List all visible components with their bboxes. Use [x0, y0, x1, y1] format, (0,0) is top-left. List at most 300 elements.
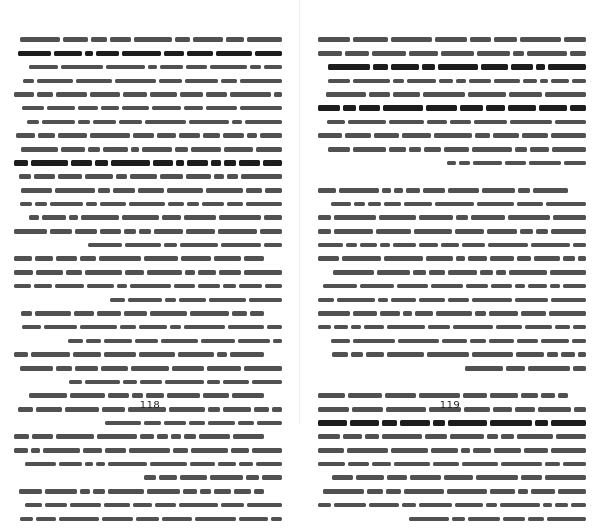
text-word — [88, 147, 100, 152]
text-word — [521, 475, 542, 480]
text-word — [496, 270, 506, 275]
text-word — [472, 352, 513, 357]
text-word — [56, 256, 77, 261]
text-word — [508, 105, 536, 110]
text-word — [517, 256, 531, 261]
text-word — [80, 325, 117, 330]
text-word — [407, 79, 436, 84]
text-line — [14, 77, 282, 85]
text-line — [14, 460, 282, 468]
text-word — [547, 352, 558, 357]
text-word — [179, 298, 206, 303]
text-word — [227, 174, 238, 179]
text-word — [572, 339, 586, 344]
text-word — [427, 120, 447, 125]
text-word — [157, 434, 168, 439]
text-word — [558, 393, 568, 398]
text-line — [318, 474, 586, 482]
text-word — [345, 133, 371, 138]
left-page — [0, 0, 300, 424]
text-word — [218, 462, 236, 467]
text-word — [221, 243, 261, 248]
text-word — [90, 133, 130, 138]
text-word — [318, 503, 331, 508]
text-line — [318, 214, 586, 222]
text-word — [150, 462, 187, 467]
text-word — [353, 79, 390, 84]
text-word — [466, 284, 488, 289]
text-word — [139, 325, 167, 330]
text-word — [20, 202, 32, 207]
text-word — [419, 503, 452, 508]
text-word — [365, 434, 379, 439]
text-word — [42, 120, 75, 125]
text-word — [180, 475, 207, 480]
text-word — [491, 284, 512, 289]
text-word — [347, 448, 388, 453]
text-word — [518, 188, 530, 193]
text-word — [540, 79, 548, 84]
text-word — [318, 393, 345, 398]
text-word — [101, 106, 119, 111]
text-word — [521, 393, 538, 398]
text-word — [25, 503, 42, 508]
text-word — [394, 188, 403, 193]
text-word — [252, 380, 282, 385]
text-word — [402, 133, 431, 138]
text-word — [148, 65, 157, 70]
text-word — [226, 37, 244, 42]
text-line — [14, 392, 282, 400]
text-word — [463, 393, 487, 398]
text-word — [241, 174, 282, 179]
text-word — [501, 462, 542, 467]
text-word — [240, 106, 282, 111]
text-line — [14, 91, 282, 99]
text-word — [530, 147, 549, 152]
text-word — [244, 366, 282, 371]
text-word — [260, 229, 282, 234]
text-word — [165, 298, 176, 303]
text-word — [104, 352, 136, 357]
text-word — [97, 311, 121, 316]
text-word — [551, 298, 586, 303]
text-word — [223, 284, 236, 289]
text-word — [145, 120, 186, 125]
text-word — [572, 79, 586, 84]
text-word — [150, 311, 187, 316]
text-word — [536, 64, 545, 69]
text-word — [21, 147, 58, 152]
text-word — [517, 202, 543, 207]
text-word — [318, 311, 350, 316]
text-word — [45, 503, 67, 508]
text-word — [123, 380, 137, 385]
text-word — [318, 298, 334, 303]
text-word — [20, 37, 60, 42]
text-word — [50, 202, 83, 207]
text-word — [211, 160, 221, 165]
text-word — [448, 270, 477, 275]
text-word — [256, 147, 282, 152]
text-word — [490, 393, 518, 398]
text-word — [400, 420, 430, 425]
text-word — [233, 434, 264, 439]
text-word — [470, 37, 491, 42]
text-word — [397, 284, 428, 289]
text-word — [120, 325, 136, 330]
text-word — [404, 202, 432, 207]
text-word — [93, 120, 116, 125]
text-word — [520, 37, 561, 42]
text-word — [95, 160, 108, 165]
text-word — [85, 174, 113, 179]
text-word — [70, 393, 105, 398]
text-word — [29, 65, 58, 70]
text-word — [167, 188, 203, 193]
text-word — [515, 298, 548, 303]
text-word — [102, 517, 133, 522]
text-word — [426, 256, 453, 261]
text-word — [239, 462, 253, 467]
text-word — [14, 352, 28, 357]
text-line — [14, 296, 282, 304]
text-word — [219, 270, 241, 275]
text-word — [468, 92, 506, 97]
text-word — [195, 517, 236, 522]
text-word — [441, 243, 459, 248]
text-word — [172, 366, 204, 371]
text-word — [414, 229, 452, 234]
text-word — [131, 147, 139, 152]
right-page-number: 119 — [439, 400, 461, 411]
text-word — [435, 202, 474, 207]
text-word — [189, 421, 205, 426]
text-word — [555, 325, 570, 330]
text-word — [125, 270, 144, 275]
text-word — [516, 352, 544, 357]
text-word — [455, 503, 483, 508]
text-word — [387, 325, 425, 330]
text-word — [409, 51, 438, 56]
text-word — [524, 448, 548, 453]
text-word — [385, 393, 416, 398]
text-word — [403, 311, 412, 316]
text-word — [551, 420, 586, 425]
text-line — [318, 159, 586, 167]
text-word — [264, 243, 282, 248]
text-word — [144, 256, 178, 261]
text-line — [318, 447, 586, 455]
text-word — [531, 243, 570, 248]
text-word — [139, 229, 151, 234]
text-word — [223, 133, 244, 138]
text-word — [415, 311, 433, 316]
text-word — [198, 270, 216, 275]
text-word — [214, 489, 231, 494]
text-word — [353, 37, 388, 42]
text-word — [369, 92, 390, 97]
text-word — [558, 489, 586, 494]
text-word — [447, 489, 487, 494]
text-word — [459, 161, 470, 166]
text-word — [462, 243, 485, 248]
text-word — [549, 311, 586, 316]
text-line — [14, 419, 282, 427]
text-word — [368, 202, 381, 207]
text-word — [372, 51, 406, 56]
text-word — [353, 339, 395, 344]
text-line — [318, 269, 586, 277]
text-word — [494, 79, 520, 84]
text-word — [238, 339, 270, 344]
text-line — [14, 228, 282, 236]
text-line — [14, 515, 282, 523]
right-page-text-block — [318, 36, 586, 529]
text-word — [461, 448, 470, 453]
text-word — [429, 270, 445, 275]
text-word — [224, 147, 253, 152]
text-word — [130, 174, 157, 179]
text-word — [93, 489, 105, 494]
text-word — [136, 517, 159, 522]
text-word — [56, 434, 94, 439]
text-word — [318, 243, 343, 248]
text-word — [496, 325, 522, 330]
text-word — [88, 243, 122, 248]
text-word — [528, 284, 547, 289]
text-word — [14, 448, 28, 453]
text-word — [31, 448, 40, 453]
text-word — [486, 105, 505, 110]
text-word — [234, 489, 251, 494]
text-word — [323, 489, 364, 494]
text-word — [391, 298, 416, 303]
text-word — [333, 270, 374, 275]
text-word — [378, 298, 388, 303]
text-word — [180, 92, 203, 97]
text-word — [105, 421, 141, 426]
text-word — [521, 311, 546, 316]
text-word — [142, 147, 172, 152]
text-word — [489, 311, 518, 316]
text-word — [386, 489, 401, 494]
text-word — [18, 51, 51, 56]
text-word — [250, 65, 261, 70]
text-word — [455, 229, 484, 234]
text-word — [573, 325, 586, 330]
text-word — [470, 339, 486, 344]
text-word — [323, 284, 357, 289]
text-word — [210, 475, 243, 480]
text-line — [318, 200, 586, 208]
text-word — [14, 434, 29, 439]
text-word — [331, 202, 351, 207]
text-word — [187, 51, 213, 56]
text-word — [424, 147, 441, 152]
text-word — [27, 120, 39, 125]
text-word — [239, 284, 262, 289]
text-line — [14, 241, 282, 249]
text-word — [393, 243, 416, 248]
text-word — [111, 160, 150, 165]
text-word — [165, 380, 204, 385]
text-word — [186, 174, 211, 179]
text-line — [14, 118, 282, 126]
text-word — [164, 243, 177, 248]
text-word — [551, 79, 569, 84]
text-word — [511, 64, 533, 69]
text-line — [318, 460, 586, 468]
text-word — [382, 188, 391, 193]
text-word — [186, 229, 215, 234]
text-word — [486, 503, 497, 508]
text-word — [130, 284, 171, 289]
text-word — [465, 366, 503, 371]
text-word — [247, 133, 257, 138]
text-word — [36, 517, 56, 522]
text-word — [202, 202, 224, 207]
text-word — [119, 120, 142, 125]
text-word — [99, 256, 141, 261]
text-line — [318, 515, 586, 523]
text-word — [578, 256, 586, 261]
text-word — [257, 421, 282, 426]
text-word — [185, 79, 218, 84]
text-word — [387, 475, 407, 480]
text-word — [328, 64, 370, 69]
text-word — [533, 188, 568, 193]
text-word — [517, 339, 538, 344]
text-word — [556, 434, 586, 439]
text-word — [334, 325, 348, 330]
text-word — [387, 352, 424, 357]
text-word — [76, 79, 112, 84]
text-word — [21, 311, 32, 316]
text-line — [318, 419, 586, 427]
text-word — [364, 325, 384, 330]
text-word — [531, 489, 555, 494]
text-word — [129, 202, 165, 207]
text-word — [232, 393, 264, 398]
text-word — [318, 434, 340, 439]
text-word — [19, 174, 31, 179]
text-word — [168, 202, 184, 207]
text-word — [332, 352, 348, 357]
text-word — [22, 106, 44, 111]
text-word — [468, 517, 500, 522]
text-line — [318, 310, 586, 318]
text-word — [147, 270, 182, 275]
text-word — [551, 448, 586, 453]
text-word — [450, 120, 471, 125]
text-word — [167, 393, 200, 398]
text-line — [14, 50, 282, 58]
text-line — [14, 36, 282, 44]
text-word — [47, 106, 75, 111]
text-word — [448, 298, 469, 303]
text-word — [482, 188, 515, 193]
text-line — [14, 474, 282, 482]
text-word — [334, 229, 373, 234]
text-word — [116, 174, 127, 179]
text-word — [20, 366, 53, 371]
text-line — [318, 118, 586, 126]
text-line — [14, 433, 282, 441]
text-word — [31, 352, 70, 357]
text-word — [184, 106, 203, 111]
text-word — [255, 51, 282, 56]
text-line — [318, 132, 586, 140]
text-word — [191, 147, 221, 152]
text-word — [527, 51, 567, 56]
text-word — [209, 298, 246, 303]
text-word — [522, 133, 548, 138]
text-line — [14, 378, 282, 386]
text-word — [155, 503, 176, 508]
text-word — [42, 215, 66, 220]
text-word — [435, 37, 467, 42]
text-word — [122, 106, 149, 111]
text-word — [199, 434, 230, 439]
text-word — [518, 489, 528, 494]
text-word — [207, 380, 220, 385]
text-word — [493, 133, 519, 138]
text-word — [536, 229, 548, 234]
text-word — [510, 120, 552, 125]
text-word — [578, 352, 586, 357]
text-word — [37, 92, 53, 97]
text-word — [382, 434, 422, 439]
text-word — [185, 270, 195, 275]
text-word — [501, 434, 514, 439]
text-word — [367, 489, 383, 494]
text-word — [425, 434, 447, 439]
text-word — [318, 420, 347, 425]
text-line — [318, 63, 586, 71]
text-word — [70, 503, 101, 508]
text-word — [247, 37, 282, 42]
text-line — [14, 255, 282, 263]
text-word — [541, 339, 569, 344]
text-line — [318, 104, 586, 112]
text-word — [391, 64, 419, 69]
text-word — [571, 503, 586, 508]
text-word — [230, 352, 264, 357]
text-word — [201, 339, 235, 344]
text-word — [477, 202, 514, 207]
text-word — [85, 51, 93, 56]
text-word — [441, 51, 474, 56]
text-word — [14, 284, 31, 289]
left-page-text-block — [14, 36, 282, 529]
text-word — [481, 64, 508, 69]
text-word — [56, 92, 87, 97]
text-word — [573, 243, 586, 248]
text-word — [356, 475, 384, 480]
text-word — [262, 475, 282, 480]
text-word — [175, 147, 188, 152]
text-word — [78, 120, 90, 125]
text-word — [380, 243, 390, 248]
text-word — [173, 448, 188, 453]
text-line — [318, 392, 586, 400]
text-word — [535, 420, 548, 425]
text-word — [221, 79, 237, 84]
text-word — [450, 434, 484, 439]
text-word — [506, 366, 525, 371]
text-word — [246, 475, 259, 480]
